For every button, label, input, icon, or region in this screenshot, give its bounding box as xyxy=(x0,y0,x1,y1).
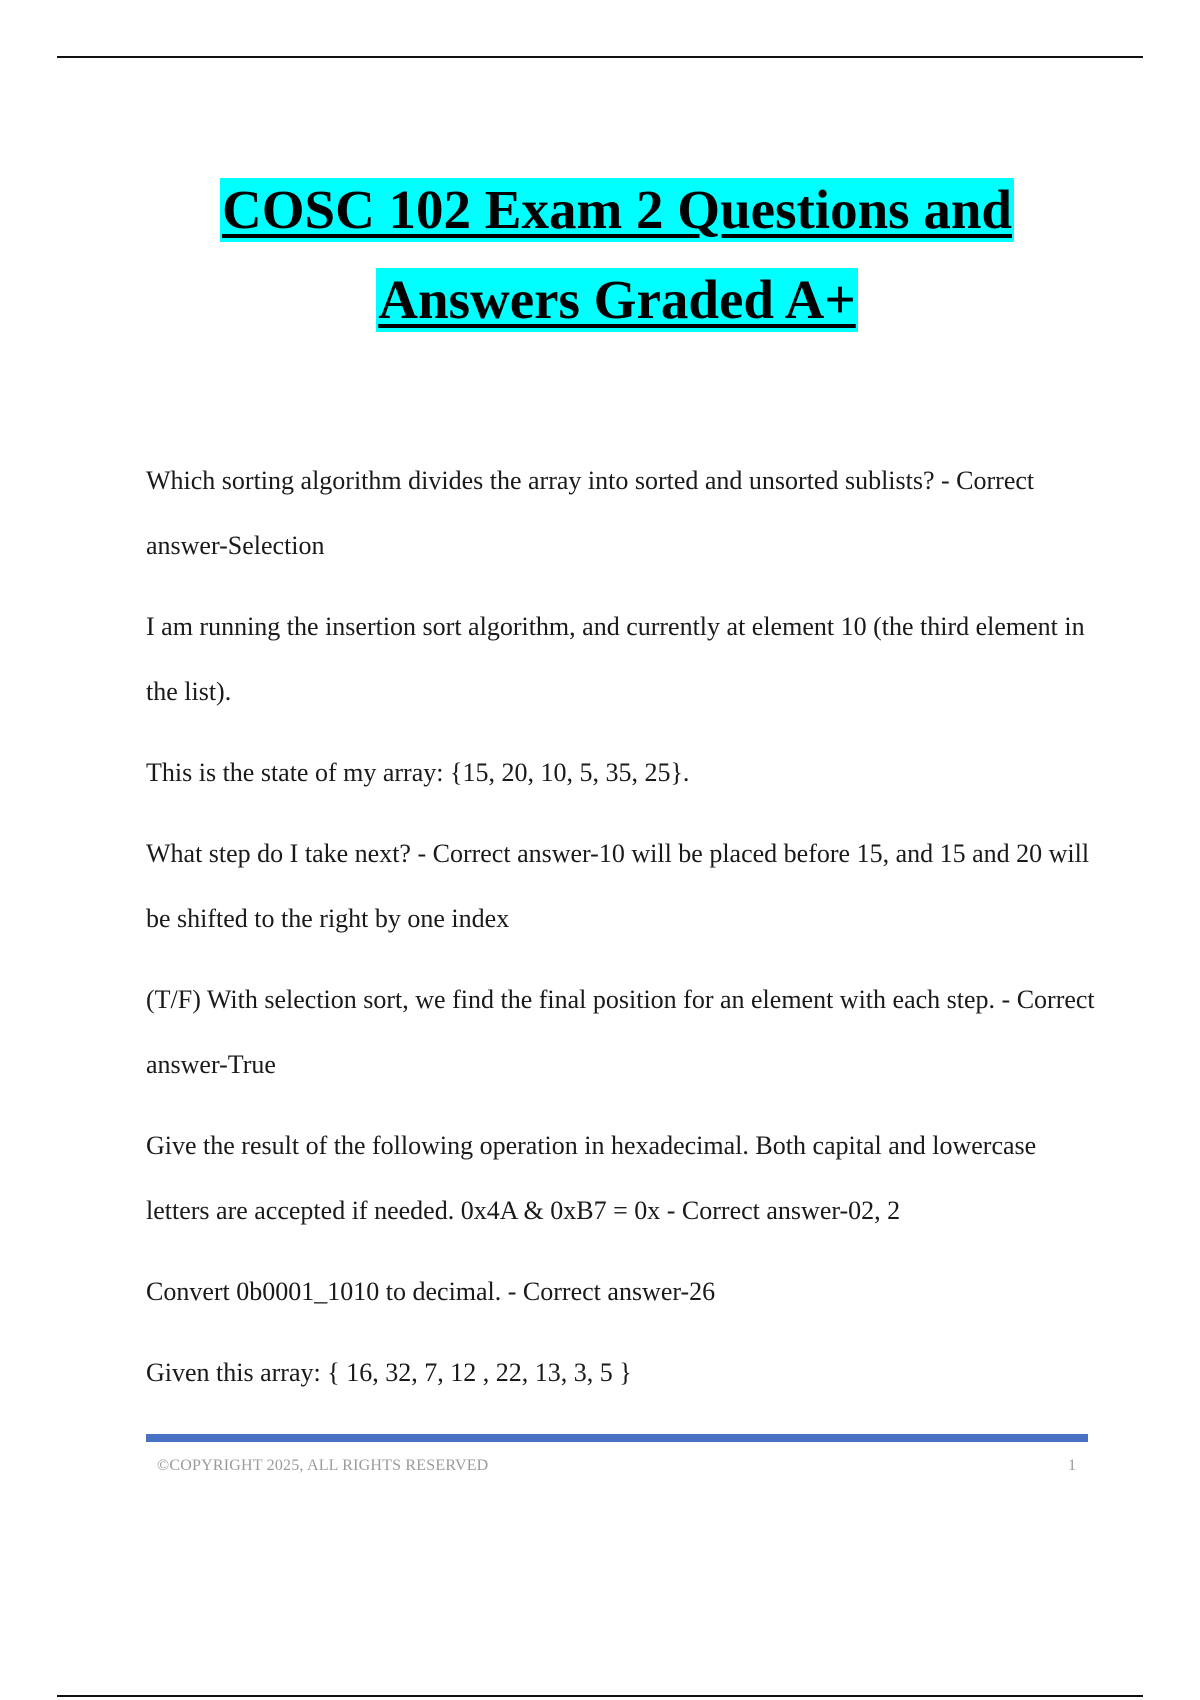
paragraph-question-4: (T/F) With selection sort, we find the final position for an element with each step. - Correct answer-True xyxy=(146,985,1095,1079)
footer-copyright: ©COPYRIGHT 2025, ALL RIGHTS RESERVED xyxy=(157,1457,489,1474)
page-number: 1 xyxy=(1068,1457,1076,1474)
paragraph-array-state: This is the state of my array: {15, 20, 10, 5, 35, 25}. xyxy=(146,758,690,787)
paragraph-question-7: Given this array: { 16, 32, 7, 12 , 22, 13, 3, 5 } xyxy=(146,1358,632,1387)
title-line-2: Answers Graded A+ xyxy=(378,269,856,330)
bottom-rule xyxy=(57,1695,1143,1697)
paragraph-question-1: Which sorting algorithm divides the array into sorted and unsorted sublists? - Correct answer-Selection xyxy=(146,466,1035,560)
paragraph-question-3: What step do I take next? - Correct answer-10 will be placed before 15, and 15 and 20 will be shifted to the right by one index xyxy=(146,839,1090,933)
paragraph-question-5: Give the result of the following operation in hexadecimal. Both capital and lowercase letters are accepted if needed. 0x4A & 0xB7 = 0x - Correct answer-02, 2 xyxy=(146,1131,1037,1225)
paragraph-question-2: I am running the insertion sort algorithm, and currently at element 10 (the third element in the list). xyxy=(146,612,1085,706)
paragraph-question-6: Convert 0b0001_1010 to decimal. - Correct answer-26 xyxy=(146,1277,716,1306)
title-line-1: COSC 102 Exam 2 Questions and xyxy=(221,179,1012,240)
document-title xyxy=(0,178,1200,332)
footer-bar xyxy=(146,1434,1088,1442)
document-body xyxy=(146,448,1096,1421)
top-rule xyxy=(57,56,1143,58)
